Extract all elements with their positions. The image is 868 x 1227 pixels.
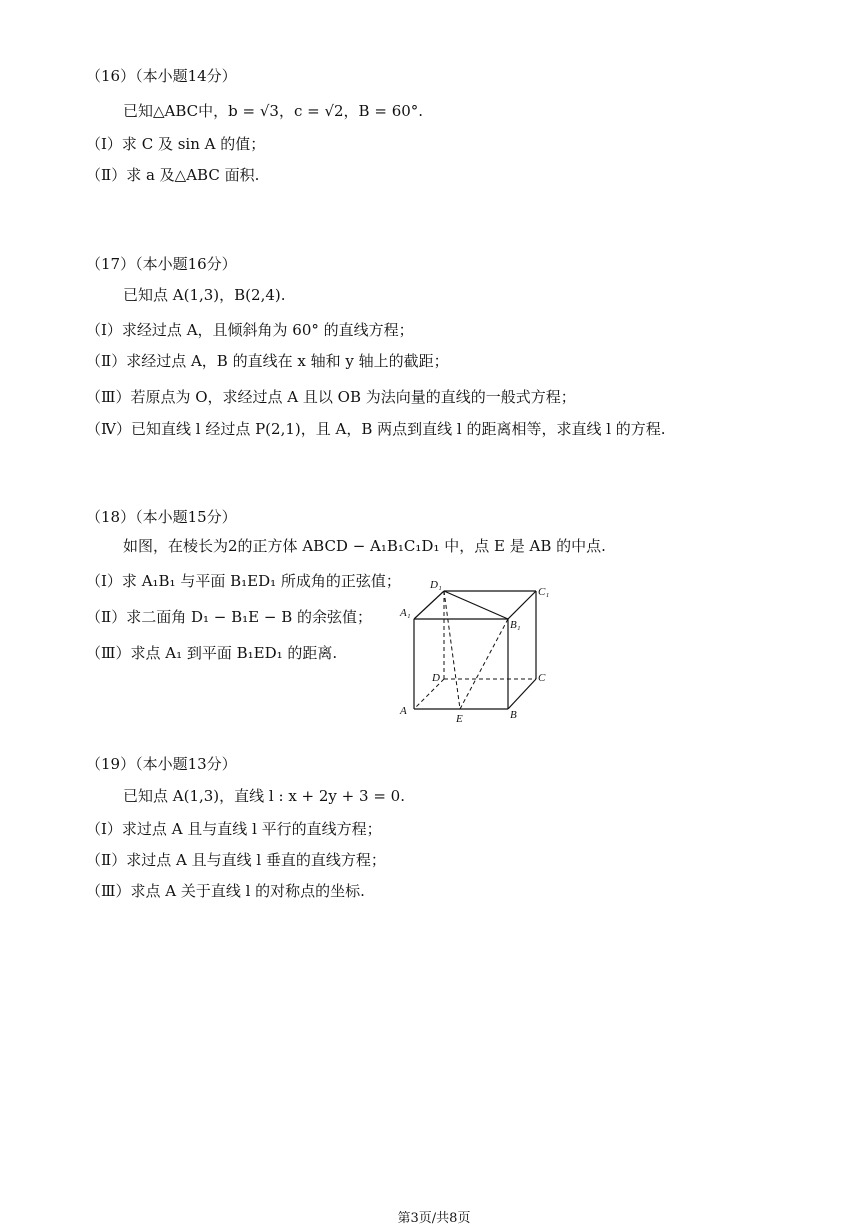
page-footer: 第3页/共8页 — [397, 1211, 471, 1226]
hidden-d1-e — [444, 591, 460, 709]
diag-d1-b1 — [444, 591, 508, 619]
label-a: A — [400, 705, 407, 717]
label-d: D — [432, 672, 440, 684]
problem-18-header: （18）（本小题15分） — [86, 508, 237, 526]
problem-17-header: （17）（本小题16分） — [86, 255, 237, 273]
problem-18-part-2: （Ⅱ）求二面角 D₁ − B₁E − B 的余弦值； — [86, 608, 372, 626]
cube-figure — [396, 576, 556, 726]
label-e: E — [456, 713, 463, 725]
problem-19-stem: 已知点 A(1,3)，直线 l : x + 2y + 3 = 0. — [123, 787, 405, 805]
problem-16-stem: 已知△ABC中，b = √3，c = √2，B = 60°. — [123, 102, 424, 120]
problem-17-stem: 已知点 A(1,3)，B(2,4). — [123, 286, 286, 304]
hidden-e-b1 — [460, 619, 508, 709]
problem-17-part-4: （Ⅳ）已知直线 l 经过点 P(2,1)，且 A，B 两点到直线 l 的距离相等，求直线 l 的方程. — [86, 420, 666, 438]
problem-16-part-2: （Ⅱ）求 a 及△ABC 面积. — [86, 166, 260, 184]
edge-a1-d1 — [414, 591, 444, 619]
problem-19-part-3: （Ⅲ）求点 A 关于直线 l 的对称点的坐标. — [86, 882, 365, 900]
label-b1: B₁ — [510, 619, 521, 631]
label-a1: A₁ — [400, 607, 411, 619]
problem-19-part-2: （Ⅱ）求过点 A 且与直线 l 垂直的直线方程； — [86, 851, 386, 869]
edge-c1-b1 — [508, 591, 536, 619]
problem-16-part-1: （Ⅰ）求 C 及 sin A 的值； — [86, 135, 266, 153]
label-c1: C₁ — [538, 586, 550, 598]
problem-18-stem: 如图，在棱长为2的正方体 ABCD − A₁B₁C₁D₁ 中，点 E 是 AB 的中点. — [123, 537, 606, 555]
edge-c-b — [508, 679, 536, 709]
label-d1: D₁ — [430, 579, 442, 591]
problem-19-header: （19）（本小题13分） — [86, 755, 237, 773]
problem-16-header: （16）（本小题14分） — [86, 67, 237, 85]
problem-18-part-3: （Ⅲ）求点 A₁ 到平面 B₁ED₁ 的距离. — [86, 644, 338, 662]
problem-19-part-1: （Ⅰ）求过点 A 且与直线 l 平行的直线方程； — [86, 820, 382, 838]
problem-17-part-2: （Ⅱ）求经过点 A，B 的直线在 x 轴和 y 轴上的截距； — [86, 352, 449, 370]
problem-18-part-1: （Ⅰ）求 A₁B₁ 与平面 B₁ED₁ 所成角的正弦值； — [86, 572, 401, 590]
label-c: C — [538, 672, 546, 684]
problem-17-part-1: （Ⅰ）求经过点 A，且倾斜角为 60° 的直线方程； — [86, 321, 414, 339]
label-b: B — [510, 709, 517, 721]
problem-17-part-3: （Ⅲ）若原点为 O，求经过点 A 且以 OB 为法向量的直线的一般式方程； — [86, 388, 576, 406]
